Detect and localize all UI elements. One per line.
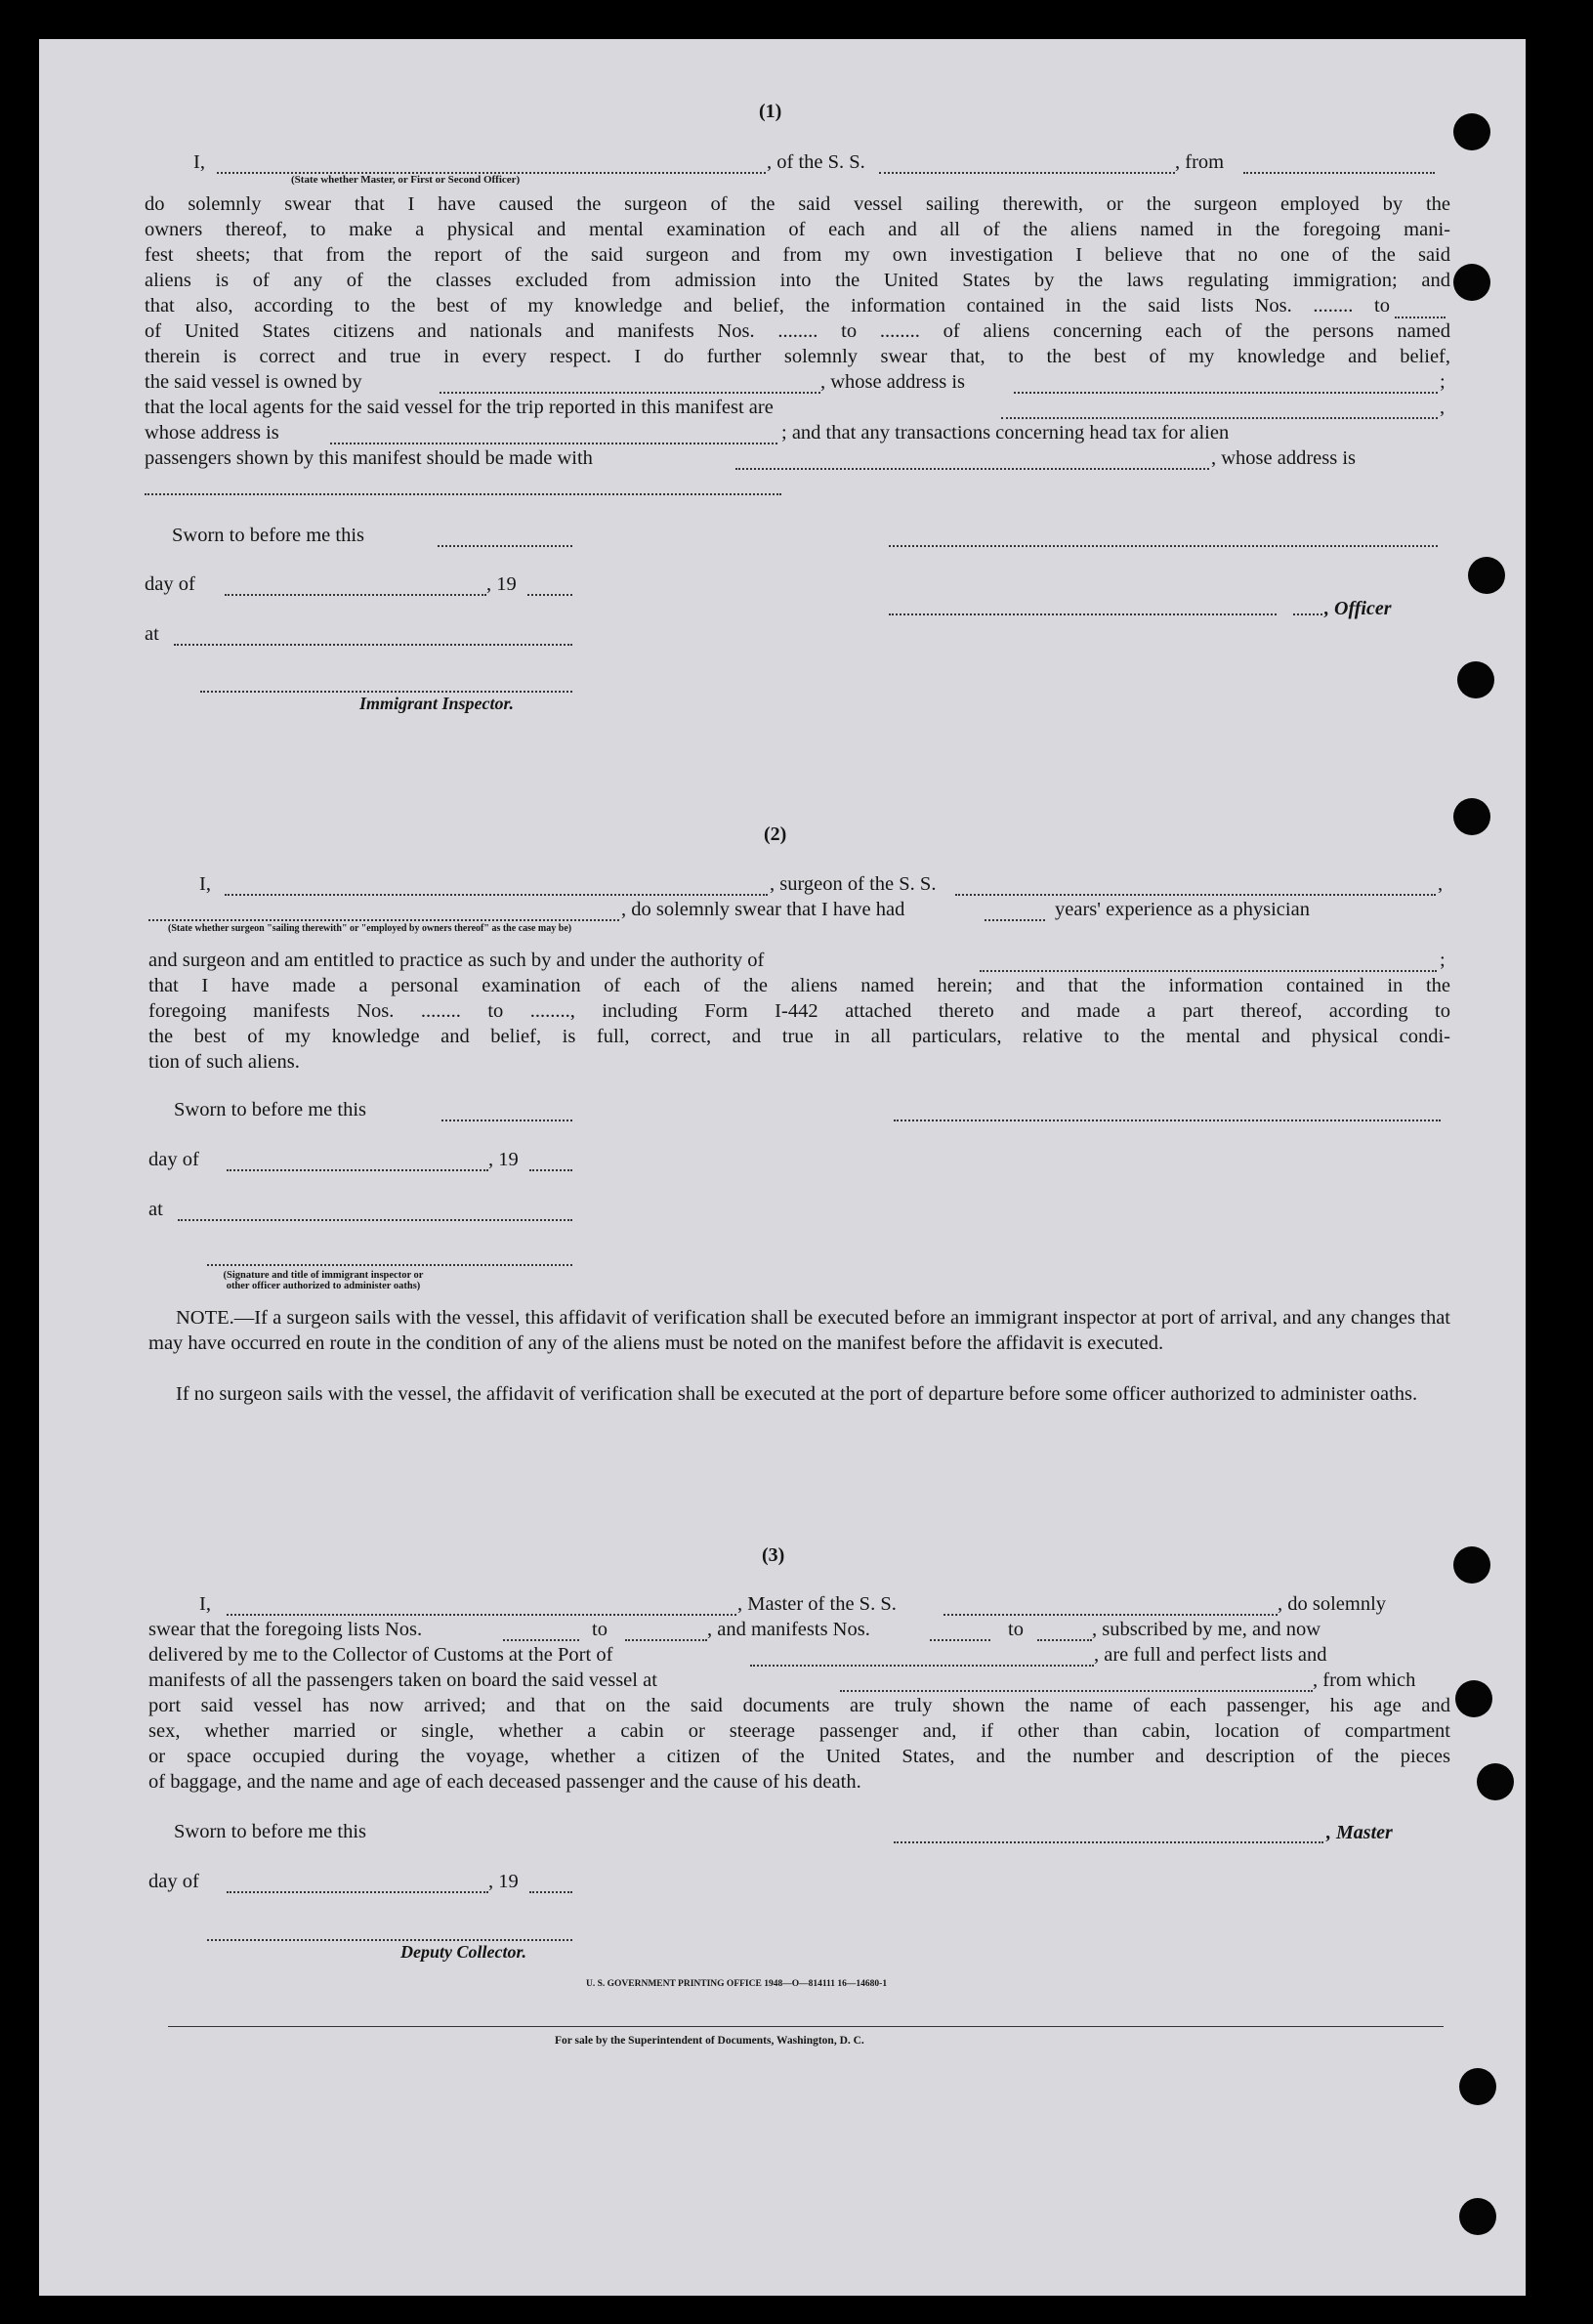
surgeon-oath-line: the best of my knowledge and belief, is full, correct, and true in all particulars, relative to the mental and physical condi- (148, 1026, 1450, 1047)
head-tax-blank[interactable] (735, 468, 1209, 470)
inspector-label: Immigrant Inspector. (359, 694, 515, 713)
officer-signature-blank[interactable] (889, 545, 1438, 547)
punch-hole (1453, 113, 1490, 150)
surgeon-name-blank[interactable] (225, 894, 768, 896)
officer-title-blank-2[interactable] (1293, 613, 1322, 615)
day-of-label: day of (148, 1871, 199, 1892)
agents-address-blank[interactable] (330, 443, 777, 444)
head-tax-address-label: , whose address is (1211, 447, 1357, 469)
taken-aboard-label: manifests of all the passengers taken on board the said vessel at (148, 1669, 657, 1691)
head-tax-label: passengers shown by this manifest should be made with (145, 447, 593, 469)
punch-hole (1453, 1546, 1490, 1584)
punct: ; (1440, 950, 1446, 971)
owner-address-label: , whose address is (820, 371, 966, 393)
lists-from-blank[interactable] (503, 1639, 579, 1641)
sworn-label: Sworn to before me this (174, 1099, 366, 1120)
surgeon-i-label: I, (199, 873, 211, 895)
oath-line: fest sheets; that from the report of the said surgeon and from my own investigation I believe that no one of the said (145, 244, 1450, 266)
lists-to-blank[interactable] (1395, 317, 1446, 318)
years-blank[interactable] (985, 919, 1045, 921)
owner-address-blank[interactable] (1014, 392, 1438, 394)
master-oath-line: sex, whether married or single, whether a cabin or steerage passenger and, if other than cabin, location of compartment (148, 1720, 1450, 1742)
experience-label: years' experience as a physician (1055, 899, 1310, 920)
punch-hole (1453, 798, 1490, 835)
surgeon-oath-line: foregoing manifests Nos. ........ to ........, including Form I-442 attached thereto and made a part thereof, according to (148, 1000, 1450, 1022)
head-tax-text: ; and that any transactions concerning head tax for alien (781, 422, 1230, 444)
punct: , (1438, 873, 1444, 895)
sworn-day-blank[interactable] (438, 545, 572, 547)
head-tax-address-blank[interactable] (145, 493, 781, 495)
year-blank[interactable] (529, 1169, 572, 1171)
at-blank[interactable] (174, 644, 572, 646)
day-of-label: day of (145, 573, 195, 595)
owner-blank[interactable] (440, 392, 820, 394)
port-blank[interactable] (750, 1665, 1094, 1667)
vessel-label: , of the S. S. (767, 151, 865, 173)
surgeon-oath-line: that I have made a personal examination of each of the aliens named herein; and that the information contained in the (148, 975, 1450, 996)
officer-title-blank[interactable] (889, 613, 1277, 615)
to-label: to (1008, 1619, 1024, 1640)
lists-label: swear that the foregoing lists Nos. (148, 1619, 423, 1640)
year-label: , 19 (488, 1149, 519, 1170)
year-blank[interactable] (529, 1891, 572, 1893)
sworn-label: Sworn to before me this (172, 525, 364, 546)
subscribed-label: , subscribed by me, and now (1092, 1619, 1321, 1640)
punct: ; (1440, 371, 1446, 393)
master-oath-line: I, (193, 151, 205, 173)
section-heading: (1) (759, 101, 782, 122)
to-label: to (592, 1619, 608, 1640)
day-of-label: day of (148, 1149, 199, 1170)
authority-label: and surgeon and am entitled to practice as such by and under the authority of (148, 950, 765, 971)
officer-label: , Officer (1324, 598, 1392, 619)
lists-to-blank[interactable] (625, 1639, 707, 1641)
year-blank[interactable] (527, 594, 572, 596)
punct: , (1440, 397, 1446, 418)
from-label: , from (1175, 151, 1225, 173)
from-blank[interactable] (1243, 172, 1435, 174)
year-label: , 19 (488, 1871, 519, 1892)
agents-blank[interactable] (1001, 417, 1438, 419)
manifests-to-blank[interactable] (1037, 1639, 1092, 1641)
note-paragraph-2: If no surgeon sails with the vessel, the affidavit of verification shall be executed at the port of departure before some officer authorized to administer oaths. (176, 1383, 1418, 1405)
note-paragraph: NOTE.—If a surgeon sails with the vessel, this affidavit of verification shall be executed before an immigrant inspector at port of arrival, and any changes that may have occurred en route in the condition of any of the aliens must be noted on the manifest before the affidavit is executed. (148, 1307, 1450, 1354)
signature-caption: (Signature and title of immigrant inspector or other officer authorized to administer oaths) (223, 1270, 424, 1291)
surgeon-signature-blank[interactable] (894, 1120, 1441, 1121)
master-label: , Master (1326, 1822, 1393, 1843)
from-which-label: , from which (1313, 1669, 1416, 1691)
oath-line: do solemnly swear that I have caused the surgeon of the said vessel sailing therewith, or the surgeon employed by the (145, 193, 1450, 215)
authority-blank[interactable] (980, 970, 1437, 972)
oath-line: of United States citizens and nationals and manifests Nos. ........ to ........ of aliens concerning each of the persons named (145, 320, 1450, 342)
port-label: delivered by me to the Collector of Customs at the Port of (148, 1644, 613, 1666)
full-perfect-label: , are full and perfect lists and (1094, 1644, 1327, 1666)
at-label: at (145, 623, 159, 645)
agents-label: that the local agents for the said vessel for the trip reported in this manifest are (145, 397, 774, 418)
surgeon-vessel-blank[interactable] (955, 894, 1436, 896)
surgeon-swear-label: , do solemnly swear that I have had (621, 899, 905, 920)
section-heading: (2) (764, 824, 787, 845)
master-i-label: I, (199, 1593, 211, 1615)
at-blank[interactable] (178, 1219, 572, 1221)
section-heading: (3) (762, 1544, 785, 1566)
surgeon-caption: (State whether surgeon "sailing therewith" or "employed by owners thereof" as the case may be) (168, 923, 572, 934)
punch-hole (1468, 557, 1505, 594)
month-blank[interactable] (225, 594, 486, 596)
oath-line: that also, according to the best of my knowledge and belief, the information contained in the said lists Nos. ........ to (145, 295, 1390, 317)
taken-aboard-blank[interactable] (840, 1690, 1313, 1692)
officer-caption: (State whether Master, or First or Second Officer) (291, 174, 521, 186)
punch-hole (1477, 1763, 1514, 1800)
sale-notice: For sale by the Superintendent of Documents, Washington, D. C. (555, 2035, 864, 2047)
master-oath-line: of baggage, and the name and age of each deceased passenger and the cause of his death. (148, 1771, 861, 1793)
manifests-from-blank[interactable] (930, 1639, 990, 1641)
agents-address-label: whose address is (145, 422, 279, 444)
printing-office-line: U. S. GOVERNMENT PRINTING OFFICE 1948—O—814111 16—14680-1 (586, 1979, 888, 1989)
do-solemnly-label: , do solemnly (1278, 1593, 1387, 1615)
surgeon-status-blank[interactable] (148, 919, 619, 921)
master-name-blank[interactable] (227, 1614, 736, 1616)
punch-hole (1453, 264, 1490, 301)
sworn-day-blank[interactable] (441, 1120, 572, 1121)
master-oath-line: or space occupied during the voyage, whether a citizen of the United States, and the number and description of the pieces (148, 1746, 1450, 1767)
oath-line: owners thereof, to make a physical and mental examination of each and all of the aliens named in the foregoing mani- (145, 219, 1450, 240)
punch-hole (1457, 661, 1494, 698)
surgeon-oath-line: tion of such aliens. (148, 1051, 300, 1073)
collector-label: Deputy Collector. (400, 1942, 526, 1962)
vessel-blank[interactable] (879, 172, 1175, 174)
inspector-signature-blank[interactable] (207, 1264, 572, 1266)
oath-line: aliens is of any of the classes excluded from admission into the United States by the laws regulating immigration; and (145, 270, 1450, 291)
surgeon-vessel-label: , surgeon of the S. S. (770, 873, 937, 895)
footer-rule (168, 2026, 1444, 2027)
manifests-label: , and manifests Nos. (707, 1619, 870, 1640)
collector-signature-blank[interactable] (207, 1939, 572, 1941)
master-oath-line: port said vessel has now arrived; and that on the said documents are truly shown the name of each passenger, his age and (148, 1695, 1450, 1716)
oath-line: therein is correct and true in every respect. I do further solemnly swear that, to the best of my knowledge and belief, (145, 346, 1450, 367)
inspector-signature-blank[interactable] (200, 691, 572, 693)
punch-hole (1455, 1680, 1492, 1717)
master-vessel-blank[interactable] (943, 1614, 1278, 1616)
at-label: at (148, 1199, 163, 1220)
month-blank[interactable] (227, 1891, 488, 1893)
owned-by-label: the said vessel is owned by (145, 371, 362, 393)
punch-hole (1459, 2068, 1496, 2105)
form-page (39, 39, 1526, 2296)
sworn-label: Sworn to before me this (174, 1821, 366, 1842)
master-signature-blank[interactable] (894, 1841, 1323, 1843)
punch-hole (1459, 2198, 1496, 2235)
master-vessel-label: , Master of the S. S. (737, 1593, 897, 1615)
month-blank[interactable] (227, 1169, 488, 1171)
year-label: , 19 (486, 573, 517, 595)
